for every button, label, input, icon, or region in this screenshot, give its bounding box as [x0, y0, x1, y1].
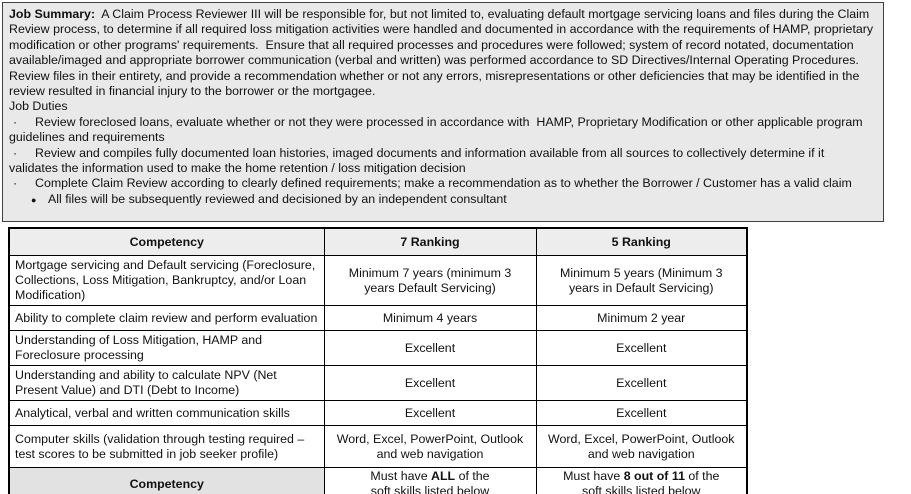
competency-cell: Ability to complete claim review and perform evaluation — [9, 306, 324, 331]
ranking7-cell: Word, Excel, PowerPoint, Outlook and web navigation — [324, 426, 536, 468]
footer-r7-suffix: of the — [455, 469, 490, 483]
duty-text: Review and compiles fully documented loan histories, imaged documents and information available from all sources to collectively determine if it validates the information used to make the home retention / loss mitigation decision — [9, 145, 828, 176]
duty-item — [9, 146, 875, 177]
table-row — [9, 426, 747, 468]
footer-ranking5-cell — [536, 468, 747, 494]
ranking7-cell: Excellent — [324, 366, 536, 401]
sub-duty-text: All files will be subsequently reviewed and decisioned by an independent consultant — [48, 191, 507, 206]
sub-duty-item — [9, 192, 875, 208]
footer-r5-line1 — [545, 469, 739, 484]
col-header-competency: Competency — [9, 228, 324, 256]
footer-r7-bold: ALL — [431, 469, 456, 483]
col-header-5-ranking: 5 Ranking — [536, 228, 747, 256]
ranking7-cell: Minimum 7 years (minimum 3 years Default Servicing) — [324, 256, 536, 306]
competency-cell: Mortgage servicing and Default servicing (Foreclosure, Collections, Loss Mitigation, Bankruptcy, and/or Loan Modification) — [9, 256, 324, 306]
ranking7-cell: Excellent — [324, 401, 536, 426]
bullet-circle-icon: ● — [31, 194, 37, 205]
job-duties-heading: Job Duties — [9, 99, 68, 114]
competency-cell: Understanding and ability to calculate NPV (Net Present Value) and DTI (Debt to Income) — [9, 366, 324, 401]
ranking5-cell: Word, Excel, PowerPoint, Outlook and web navigation — [536, 426, 747, 468]
duty-item — [9, 115, 875, 146]
table-row — [9, 306, 747, 331]
duty-text: Review foreclosed loans, evaluate whether or not they were processed in accordance with HAMP, Proprietary Modification or other applicable program guidelines and requirements — [9, 114, 867, 145]
job-summary-paragraph — [9, 7, 875, 99]
competency-table — [8, 227, 748, 494]
ranking5-cell: Minimum 5 years (Minimum 3 years in Default Servicing) — [536, 256, 747, 306]
col-header-7-ranking: 7 Ranking — [324, 228, 536, 256]
table-row — [9, 331, 747, 366]
table-row — [9, 366, 747, 401]
footer-r7-line1 — [333, 469, 528, 484]
ranking5-cell: Excellent — [536, 331, 747, 366]
ranking5-cell: Excellent — [536, 401, 747, 426]
table-row — [9, 401, 747, 426]
table-header-row — [9, 228, 747, 256]
footer-competency-label: Competency — [9, 468, 324, 494]
ranking5-cell: Excellent — [536, 366, 747, 401]
duty-item — [9, 176, 875, 191]
footer-r7-prefix: Must have — [370, 469, 432, 483]
footer-r5-suffix: of the — [684, 469, 720, 483]
footer-r5-bold: 8 out of 11 — [623, 469, 685, 483]
competency-cell: Analytical, verbal and written communication skills — [9, 401, 324, 426]
table-row — [9, 256, 747, 306]
job-summary-box — [2, 2, 884, 222]
ranking7-cell: Excellent — [324, 331, 536, 366]
footer-ranking7-cell — [324, 468, 536, 494]
job-summary-label: Job Summary: — [9, 7, 96, 21]
footer-r5-prefix: Must have — [563, 469, 624, 483]
job-summary-text: A Claim Process Reviewer III will be responsible for, but not limited to, evaluating default mortgage servicing loans and files during the Claim Review process, to determine if all required loss mitigation activities were handled and documented in accordance with the requirements of HAMP, proprietary modification or other programs' requirements. Ensure that all required processes and procedures were followed; system of record notated, documentation available/imaged and appropriate borrower communication (verbal and written) was performed accordance to SD Directives/Internal Operating Procedures. Review files in their entirety, and provide a recommendation whether or not any errors, misrepresentations or other deficiencies that may be identified in the review resulted in financial injury to the borrower or the mortgagee. — [9, 7, 877, 99]
bullet-dot-icon: · — [13, 114, 18, 129]
duty-text: Complete Claim Review according to clearly defined requirements; make a recommendation as to whether the Borrower / Customer has a valid claim — [35, 176, 852, 191]
footer-r5-line2: soft skills listed below — [582, 484, 701, 494]
bullet-dot-icon: · — [13, 145, 18, 160]
footer-r7-line2: soft skills listed below — [370, 484, 490, 494]
ranking7-cell: Minimum 4 years — [324, 306, 536, 331]
ranking5-cell: Minimum 2 year — [536, 306, 747, 331]
table-footer-row — [9, 468, 747, 494]
competency-cell: Understanding of Loss Mitigation, HAMP and Foreclosure processing — [9, 331, 324, 366]
competency-cell: Computer skills (validation through testing required – test scores to be submitted in job seeker profile) — [9, 426, 324, 468]
bullet-dot-icon: · — [13, 176, 18, 191]
